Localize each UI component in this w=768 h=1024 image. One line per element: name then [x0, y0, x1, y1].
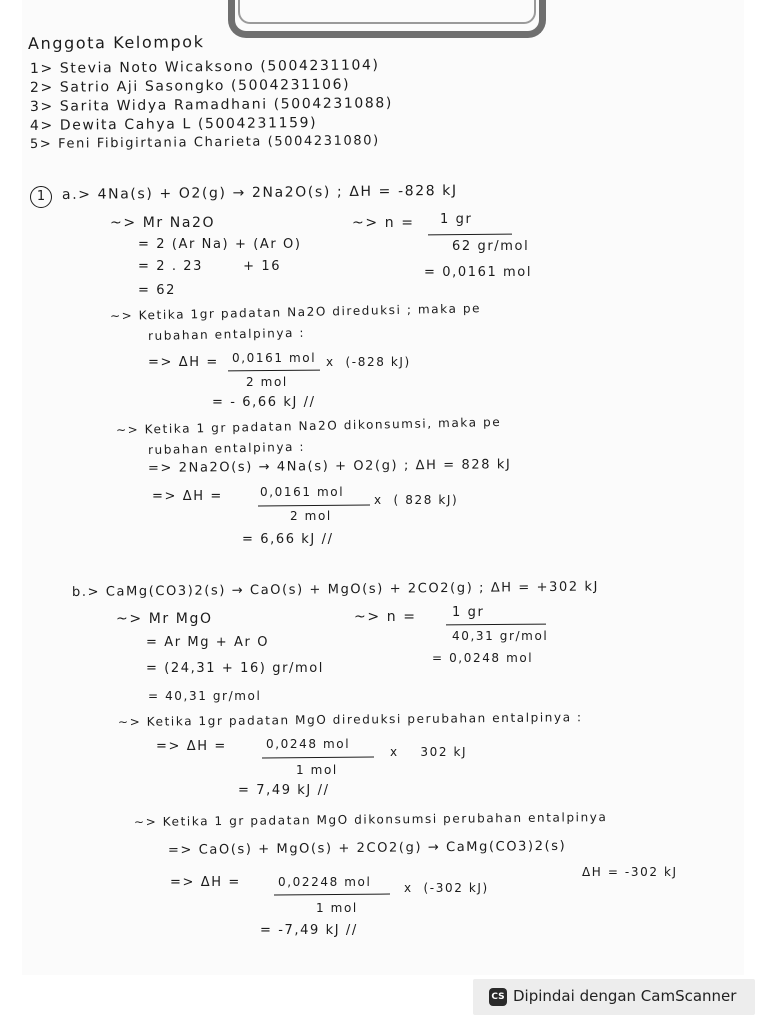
q1a-part2-text-2: rubahan entalpinya : [147, 439, 306, 457]
question-number: 1 [30, 186, 52, 208]
q1b-part2-reverse-reaction: => CaO(s) + MgO(s) + 2CO2(g) → CaMg(CO3)2(s) [167, 838, 567, 858]
q1b-part2-numerator: 0,02248 mol [278, 875, 372, 889]
member-2: 2> Satrio Aji Sasongko (5004231106) [29, 76, 351, 96]
q1a-part1-denominator: 2 mol [246, 375, 288, 389]
q1a-part1-numerator: 0,0161 mol [232, 351, 317, 365]
q1b-part1-result: = 7,49 kJ // [238, 783, 330, 798]
q1b-part2-result: = -7,49 kJ // [260, 923, 358, 938]
q1b-part2-multiplier: x (-302 kJ) [404, 881, 489, 895]
q1b-mole-heading: ~> n = [354, 609, 417, 625]
member-3: 3> Sarita Widya Ramadhani (5004231088) [29, 95, 393, 115]
q1a-part1-text-2: rubahan entalpinya : [147, 325, 306, 343]
q1b-reaction: b.> CaMg(CO3)2(s) → CaO(s) + MgO(s) + 2CO2(g) ; ΔH = +302 kJ [71, 579, 600, 600]
member-4: 4> Dewita Cahya L (5004231159) [29, 114, 318, 134]
camscanner-logo-icon: CS [489, 988, 507, 1006]
q1b-part1-multiplier: x 302 kJ [390, 745, 468, 759]
q1a-part1-multiplier: x (-828 kJ) [326, 355, 411, 369]
q1a-mr-line-3: = 62 [138, 283, 176, 298]
q1a-mole-result: = 0,0161 mol [424, 265, 533, 280]
q1a-part2-multiplier: x ( 828 kJ) [374, 493, 459, 507]
q1b-mr-line-2: = (24,31 + 16) gr/mol [146, 661, 325, 676]
q1b-part1-text: ~> Ketika 1gr padatan MgO direduksi perubahan entalpinya : [117, 710, 583, 729]
q1b-mole-result: = 0,0248 mol [432, 651, 534, 665]
q1b-mole-denominator: 40,31 gr/mol [452, 629, 549, 643]
q1b-part2-denominator: 1 mol [316, 901, 358, 915]
member-1: 1> Stevia Noto Wicaksono (5004231104) [29, 57, 380, 77]
q1b-part1-eq-lhs: => ΔH = [156, 739, 227, 754]
q1a-reaction: a.> 4Na(s) + O2(g) → 2Na2O(s) ; ΔH = -828 kJ [61, 182, 458, 203]
q1a-mole-numerator: 1 gr [440, 212, 473, 227]
q1a-mole-denominator: 62 gr/mol [452, 239, 530, 254]
q1b-part2-text: ~> Ketika 1 gr padatan MgO dikonsumsi perubahan entalpinya [133, 810, 608, 829]
q1b-mr-heading: ~> Mr MgO [116, 611, 213, 627]
q1a-part2-text-1: ~> Ketika 1 gr padatan Na2O dikonsumsi, maka pe [115, 414, 502, 437]
q1a-mr-line-1: = 2 (Ar Na) + (Ar O) [138, 237, 302, 252]
q1b-mr-line-1: = Ar Mg + Ar O [146, 635, 270, 650]
q1a-part2-reverse-reaction: => 2Na2O(s) → 4Na(s) + O2(g) ; ΔH = 828 kJ [147, 457, 512, 476]
camscanner-label: Dipindai dengan CamScanner [513, 987, 737, 1005]
q1b-part2-eq-lhs: => ΔH = [170, 875, 241, 890]
q1a-part1-eq-lhs: => ΔH = [148, 355, 219, 370]
q1a-part2-denominator: 2 mol [290, 509, 332, 523]
q1a-part2-numerator: 0,0161 mol [260, 485, 345, 499]
q1b-part2-enthalpy: ΔH = -302 kJ [582, 865, 678, 879]
member-5: 5> Feni Fibigirtania Charieta (5004231080) [29, 133, 380, 152]
q1a-part2-eq-lhs: => ΔH = [152, 489, 223, 504]
q1b-mole-numerator: 1 gr [452, 605, 485, 620]
members-title: Anggota Kelompok [27, 32, 205, 53]
q1a-part2-result: = 6,66 kJ // [242, 532, 334, 547]
q1a-mr-line-2: = 2 . 23 + 16 [138, 259, 282, 274]
clipboard-clip-inner [238, 0, 536, 24]
q1a-mr-heading: ~> Mr Na2O [110, 215, 216, 231]
q1a-part1-text-1: ~> Ketika 1gr padatan Na2O direduksi ; maka pe [109, 301, 482, 323]
q1a-part1-result: = - 6,66 kJ // [212, 395, 316, 410]
q1b-part1-denominator: 1 mol [296, 763, 338, 777]
q1a-mole-heading: ~> n = [352, 215, 415, 231]
q1b-mr-line-3: = 40,31 gr/mol [148, 689, 262, 703]
q1b-part1-numerator: 0,0248 mol [266, 737, 351, 751]
